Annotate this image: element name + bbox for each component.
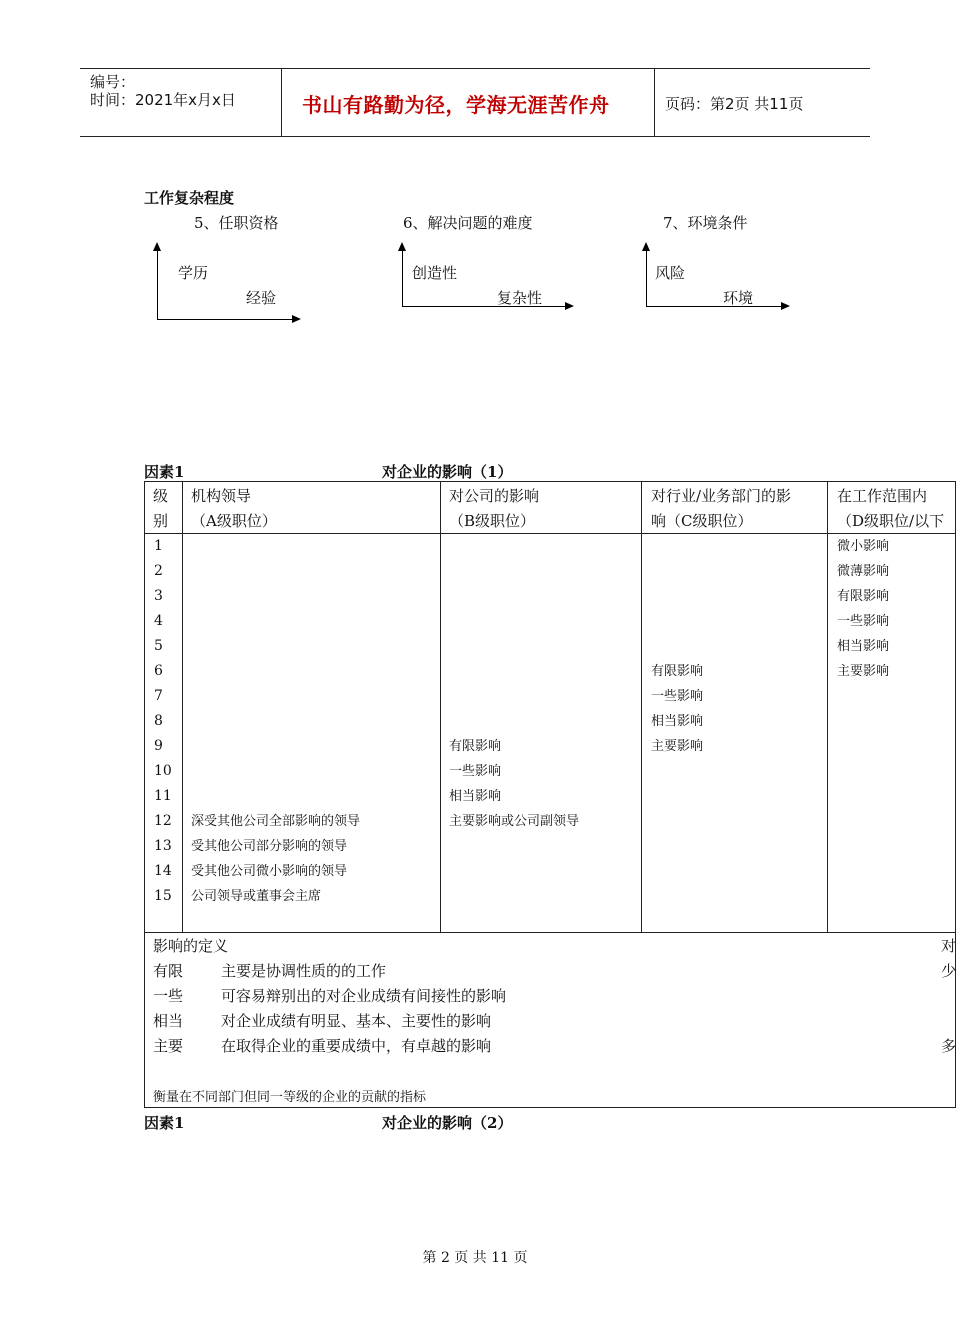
table-gridline <box>145 932 955 933</box>
header-divider <box>281 69 282 136</box>
header-col-b: 对公司的影响 （B级职位） <box>449 487 540 530</box>
header-motto: 书山有路勤为径，学海无涯苦作舟 <box>302 93 610 117</box>
x-axis-label: 经验 <box>246 289 277 307</box>
definitions-title: 影响的定义 <box>153 937 229 955</box>
definition-text: 在取得企业的重要成绩中，有卓越的影响 <box>221 1037 492 1055</box>
table-cell: 主要影响或公司副领导 <box>449 814 580 829</box>
header-col-a: 机构领导 （A级职位） <box>191 487 277 530</box>
y-axis-label: 创造性 <box>412 264 458 282</box>
header-divider <box>654 69 655 136</box>
diagram-title: 6、解决问题的难度 <box>403 214 533 232</box>
clipped-text: 少 <box>941 962 956 980</box>
table-cell: 受其他公司微小影响的领导 <box>191 864 348 879</box>
definition-term: 有限 <box>153 962 184 980</box>
table-cell: 一些影响 <box>651 689 704 704</box>
header-level: 级 别 <box>153 487 169 530</box>
table-gridline <box>182 482 183 932</box>
table-cell: 有限影响 <box>837 589 890 604</box>
clipped-text: 多 <box>941 1037 956 1055</box>
table-cell: 受其他公司部分影响的领导 <box>191 839 348 854</box>
x-axis <box>157 319 293 320</box>
table-cell: 相当影响 <box>449 789 502 804</box>
arrow-right-icon <box>565 302 574 310</box>
definition-text: 可容易辩别出的对企业成绩有间接性的影响 <box>221 987 507 1005</box>
definitions-list <box>153 959 506 1059</box>
definition-text: 对企业成绩有明显、基本、主要性的影响 <box>221 1012 492 1030</box>
diagram-title: 7、环境条件 <box>663 214 748 232</box>
col-d-cells <box>837 534 889 684</box>
col-a-cells <box>191 809 360 909</box>
definition-row <box>153 1034 506 1059</box>
factor-title: 对企业的影响（1） <box>382 463 513 481</box>
table-cell: 公司领导或董事会主席 <box>191 889 322 904</box>
table-cell: 主要影响 <box>651 739 704 754</box>
page-footer: 第 2 页 共 11 页 <box>422 1250 528 1266</box>
level-number: 5 <box>154 638 163 654</box>
definition-term: 相当 <box>153 1012 184 1030</box>
table-cell: 有限影响 <box>651 664 704 679</box>
table-gridline <box>641 482 642 932</box>
arrow-right-icon <box>292 315 301 323</box>
y-axis <box>402 250 403 307</box>
level-number: 3 <box>154 588 163 604</box>
impact-table <box>144 481 956 1108</box>
header-col-c: 对行业/业务部门的影 响（C级职位） <box>651 487 792 530</box>
y-axis-label: 风险 <box>655 264 686 282</box>
col-b-cells <box>449 734 579 834</box>
level-number: 15 <box>154 888 172 904</box>
level-number: 4 <box>154 613 163 629</box>
header-meta <box>90 73 236 109</box>
x-axis <box>646 306 782 307</box>
level-number: 2 <box>154 563 163 579</box>
document-date: 时间：2021年x月x日 <box>90 91 236 109</box>
table-cell: 相当影响 <box>837 639 890 654</box>
document-number: 编号： <box>90 73 136 91</box>
definition-text: 主要是协调性质的的工作 <box>221 962 387 980</box>
factor-label: 因素1 <box>144 463 185 481</box>
section-title: 工作复杂程度 <box>144 189 235 207</box>
definition-row <box>153 984 506 1009</box>
header-col-d: 在工作范围内 （D级职位/以下 <box>837 487 945 530</box>
level-number: 13 <box>154 838 172 854</box>
y-axis <box>646 250 647 307</box>
level-number: 9 <box>154 738 163 754</box>
level-number: 12 <box>154 813 172 829</box>
level-number: 10 <box>154 763 172 779</box>
level-column <box>154 534 172 909</box>
level-number: 7 <box>154 688 163 704</box>
table-cell: 主要影响 <box>837 664 890 679</box>
header-page-number: 页码：第2页 共11页 <box>665 95 804 113</box>
y-axis <box>157 250 158 320</box>
table-cell: 有限影响 <box>449 739 502 754</box>
table-gridline <box>827 482 828 932</box>
table-cell: 微小影响 <box>837 539 890 554</box>
x-axis-label: 复杂性 <box>497 289 543 307</box>
level-number: 6 <box>154 663 163 679</box>
table-note: 衡量在不同部门但同一等级的企业的贡献的指标 <box>153 1090 427 1105</box>
table-gridline <box>440 482 441 932</box>
page-header <box>80 68 870 137</box>
table-cell: 相当影响 <box>651 714 704 729</box>
col-c-cells <box>651 659 703 759</box>
definition-term: 主要 <box>153 1037 184 1055</box>
level-number: 8 <box>154 713 163 729</box>
y-axis-label: 学历 <box>178 264 209 282</box>
clipped-text: 对 <box>941 937 956 955</box>
table-cell: 深受其他公司全部影响的领导 <box>191 814 361 829</box>
level-number: 1 <box>154 538 163 554</box>
level-number: 11 <box>154 788 172 804</box>
factor-label: 因素1 <box>144 1114 185 1132</box>
level-number: 14 <box>154 863 172 879</box>
definition-row <box>153 959 506 984</box>
factor-title: 对企业的影响（2） <box>382 1114 513 1132</box>
definition-row <box>153 1009 506 1034</box>
x-axis-label: 环境 <box>723 289 754 307</box>
table-cell: 一些影响 <box>837 614 890 629</box>
definition-term: 一些 <box>153 987 184 1005</box>
table-cell: 微薄影响 <box>837 564 890 579</box>
table-cell: 一些影响 <box>449 764 502 779</box>
arrow-right-icon <box>781 302 790 310</box>
diagram-title: 5、任职资格 <box>194 214 279 232</box>
